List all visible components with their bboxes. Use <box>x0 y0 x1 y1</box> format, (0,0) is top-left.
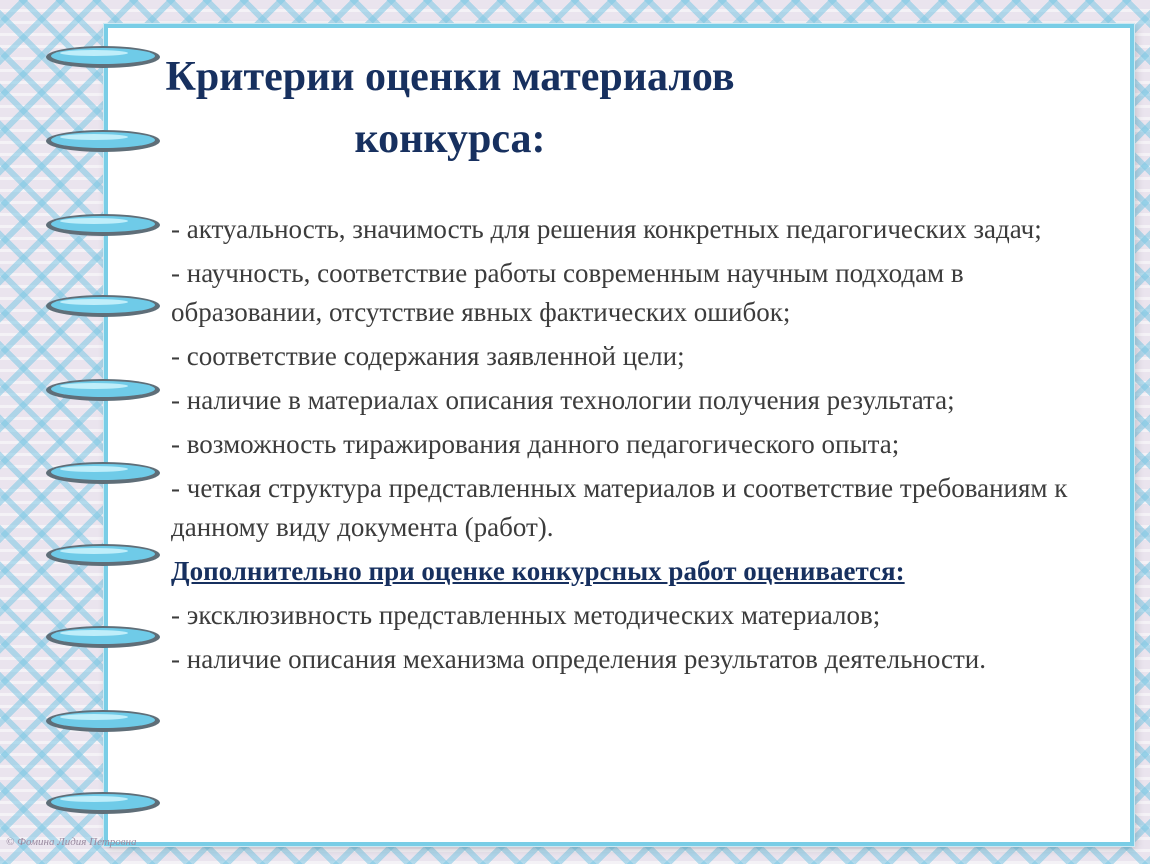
author-watermark: © Фомина Лидия Петровна <box>6 836 137 848</box>
criterion-item: - актуальность, значимость для решения конкретных педагогических задач; <box>171 214 1042 244</box>
binder-ring-icon <box>44 377 162 403</box>
binder-ring-icon <box>44 624 162 650</box>
criterion-item: - четкая структура представленных материалов и соответствие требованиям к данному виду документа (работ). <box>171 473 1068 542</box>
title-line: конкурса: <box>354 116 546 162</box>
binder-ring-icon <box>44 542 162 568</box>
page-title <box>0 46 870 170</box>
criterion-item: - научность, соответствие работы современным научным подходам в образовании, отсутствие явных фактических ошибок; <box>171 258 964 327</box>
additional-item: - наличие описания механизма определения результатов деятельности. <box>171 644 986 674</box>
binder-ring-icon <box>44 212 162 238</box>
title-line: Критерии оценки материалов <box>165 54 735 100</box>
criterion-item: - возможность тиражирования данного педагогического опыта; <box>171 429 900 459</box>
criterion-item: - наличие в материалах описания технологии получения результата; <box>171 385 955 415</box>
additional-item: - эксклюзивность представленных методических материалов; <box>171 600 881 630</box>
binder-ring-icon <box>44 708 162 734</box>
criterion-item: - соответствие содержания заявленной цели; <box>171 341 685 371</box>
additional-heading: Дополнительно при оценке конкурсных работ оценивается: <box>171 556 905 586</box>
binder-ring-icon <box>44 790 162 816</box>
binder-ring-icon <box>44 293 162 319</box>
binder-ring-icon <box>44 460 162 486</box>
criteria-list <box>171 210 1116 684</box>
